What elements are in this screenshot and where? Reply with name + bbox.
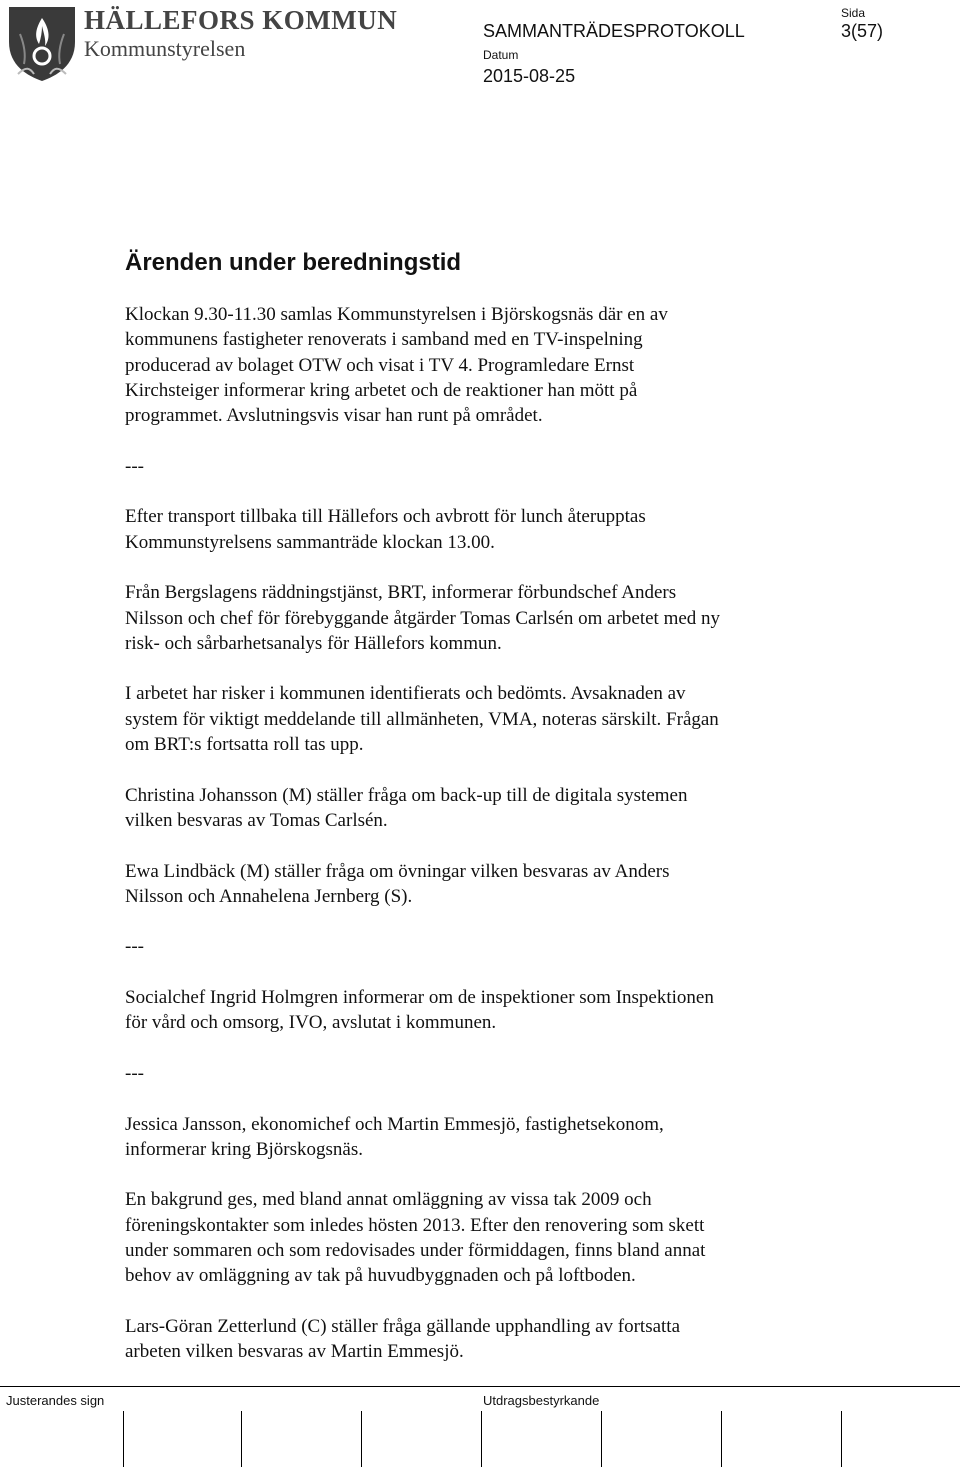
- signature-divider: [123, 1411, 124, 1467]
- paragraph: Jessica Jansson, ekonomichef och Martin Emmesjö, fastighetsekonom, informerar kring Björskogsnäs.: [125, 1113, 664, 1160]
- paragraph: En bakgrund ges, med bland annat omläggning av vissa tak 2009 och föreningskontakter som inledes hösten 2013. Efter den renovering som skett under sommaren och som redovisades under förmiddagen, finns bland annat behov av omläggning av tak på huvudbyggnaden och på loftboden.: [125, 1189, 706, 1287]
- municipality-logo: [6, 4, 78, 82]
- organisation-block: [84, 4, 397, 62]
- separator: ---: [125, 936, 144, 958]
- date-label: Datum: [483, 48, 519, 62]
- page-number: 3(57): [841, 21, 884, 41]
- paragraph: Socialchef Ingrid Holmgren informerar om de inspektioner som Inspektionen för vård och omsorg, IVO, avslutat i kommunen.: [125, 987, 714, 1034]
- organisation-name: HÄLLEFORS KOMMUN: [84, 5, 398, 35]
- paragraph: Christina Johansson (M) ställer fråga om back-up till de digitala systemen vilken besvaras av Tomas Carlsén.: [125, 784, 688, 831]
- signature-divider: [841, 1411, 842, 1467]
- paragraph: Efter transport tillbaka till Hällefors och avbrott för lunch återupptas Kommunstyrelsens sammanträde klockan 13.00.: [125, 506, 646, 553]
- document-type: SAMMANTRÄDESPROTOKOLL: [483, 21, 745, 41]
- paragraph: Från Bergslagens räddningstjänst, BRT, informerar förbundschef Anders Nilsson och chef för förebyggande åtgärder Tomas Carlsén om arbetet med ny risk- och sårbarhetsanalys för Hällefors kommun.: [125, 582, 721, 654]
- organisation-subunit: Kommunstyrelsen: [84, 36, 246, 61]
- page-label: Sida: [841, 6, 866, 20]
- sign-label: Justerandes sign: [6, 1393, 105, 1408]
- section-heading: Ärenden under beredningstid: [125, 249, 462, 276]
- paragraph: I arbetet har risker i kommunen identifierats och bedömts. Avsaknaden av system för viktigt meddelande till allmänheten, VMA, noteras särskilt. Frågan om BRT:s fortsatta roll tas upp.: [125, 683, 719, 756]
- signature-divider: [241, 1411, 242, 1467]
- signature-footer: [0, 1386, 960, 1467]
- signature-divider: [481, 1411, 482, 1467]
- paragraph: Lars-Göran Zetterlund (C) ställer fråga gällande upphandling av fortsatta arbeten vilken besvaras av Martin Emmesjö.: [125, 1315, 681, 1363]
- extract-label: Utdragsbestyrkande: [483, 1393, 600, 1408]
- date-value: 2015-08-25: [483, 66, 576, 86]
- separator: ---: [125, 455, 144, 477]
- document-body: [125, 302, 845, 1390]
- signature-divider: [721, 1411, 722, 1467]
- paragraph: Klockan 9.30-11.30 samlas Kommunstyrelsen i Björskogsnäs där en av kommunens fastigheter renoverats i samband med en TV-inspelning producerad av bolaget OTW och visat i TV 4. Programledare Ernst Kirchsteiger informerar kring arbetet och de reaktioner han mött på programmet. Avslutningsvis visar han runt på området.: [125, 304, 668, 427]
- paragraph: Ewa Lindbäck (M) ställer fråga om övningar vilken besvaras av Anders Nilsson och Annahelena Jernberg (S).: [125, 860, 670, 907]
- separator: ---: [125, 1062, 144, 1084]
- signature-divider: [361, 1411, 362, 1467]
- signature-divider: [601, 1411, 602, 1467]
